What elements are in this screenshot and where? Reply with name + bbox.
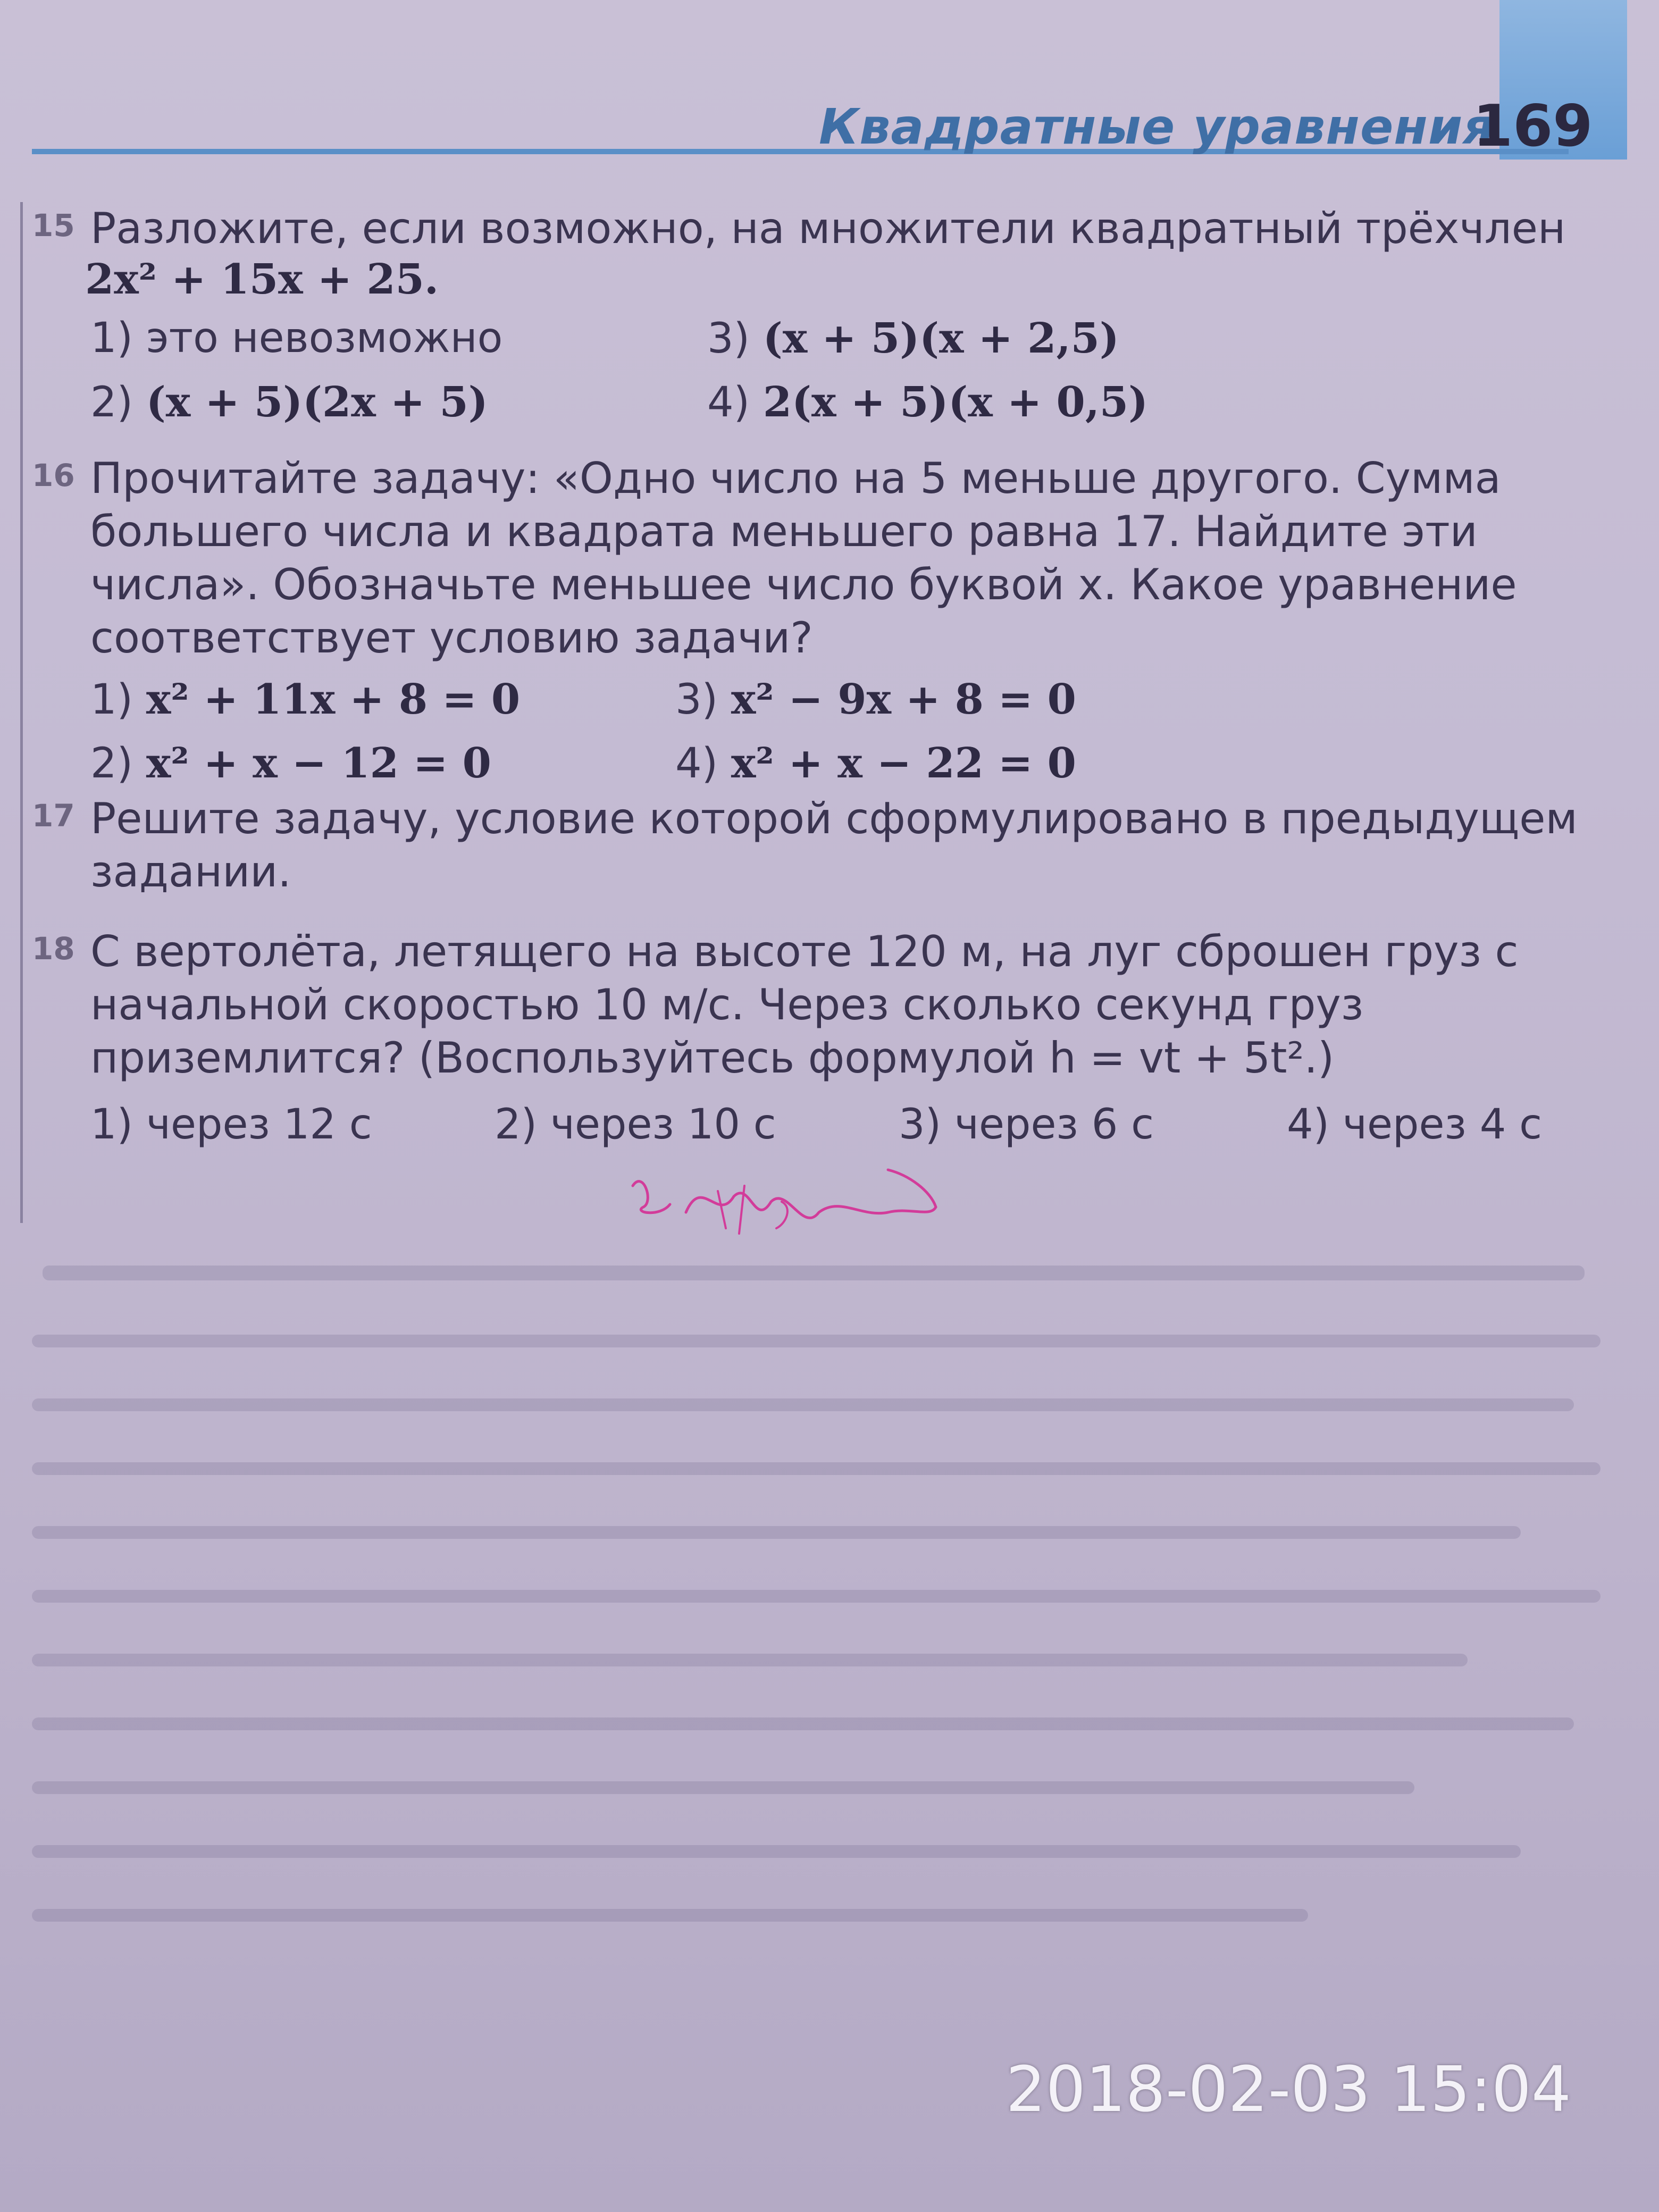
task-number: 15 — [32, 207, 75, 244]
task-16 — [32, 452, 1585, 803]
option-3: 3) x² − 9x + 8 = 0 — [675, 675, 1076, 724]
option-1: 1) через 12 с — [90, 1101, 372, 1149]
task-18 — [32, 925, 1585, 1164]
margin-rule — [20, 202, 23, 1223]
task-text: С вертолёта, летящего на высоте 120 м, на луг сброшен груз с начальной скоростью 10 м/с. Через сколько секунд груз приземлится? (Воспользуйтесь формулой h = vt + 5t².) — [90, 927, 1519, 1083]
options-row-2 — [90, 378, 1585, 442]
task-expression: 2x² + 15x + 25. — [85, 255, 439, 304]
task-number: 16 — [32, 457, 75, 493]
task-text: Разложите, если возможно, на множители квадратный трёхчлен — [90, 204, 1566, 253]
option-1: 1) x² + 11x + 8 = 0 — [90, 675, 521, 724]
task-number: 17 — [32, 798, 75, 834]
task-15 — [32, 202, 1585, 442]
chapter-title: Квадратные уравнения — [819, 98, 1495, 155]
option-3: 3) через 6 с — [899, 1101, 1154, 1149]
option-4: 4) через 4 с — [1287, 1101, 1543, 1149]
options-row-1 — [90, 675, 1585, 739]
option-2: 2) через 10 с — [495, 1101, 776, 1149]
option-4: 4) 2(x + 5)(x + 0,5) — [707, 378, 1149, 426]
option-1: 1) это невозможно — [90, 314, 503, 362]
option-2: 2) (x + 5)(2x + 5) — [90, 378, 488, 426]
option-3: 3) (x + 5)(x + 2,5) — [707, 314, 1119, 363]
page-number: 169 — [1473, 93, 1593, 160]
option-4: 4) x² + x − 22 = 0 — [675, 739, 1076, 787]
task-17 — [32, 792, 1585, 899]
options-row-1 — [90, 314, 1585, 378]
photo-timestamp: 2018-02-03 15:04 — [1006, 2052, 1571, 2126]
option-2: 2) x² + x − 12 = 0 — [90, 739, 491, 787]
task-text: Прочитайте задачу: «Одно число на 5 меньше другого. Сумма большего числа и квадрата меньшего равна 17. Найдите эти числа». Обозначьте меньшее число буквой x. Какое уравнение соответствует условию задачи? — [90, 454, 1517, 663]
bleed-through-texture — [0, 1223, 1659, 2021]
task-text: Решите задачу, условие которой сформулировано в предыдущем задании. — [90, 794, 1578, 896]
task-number: 18 — [32, 931, 75, 967]
